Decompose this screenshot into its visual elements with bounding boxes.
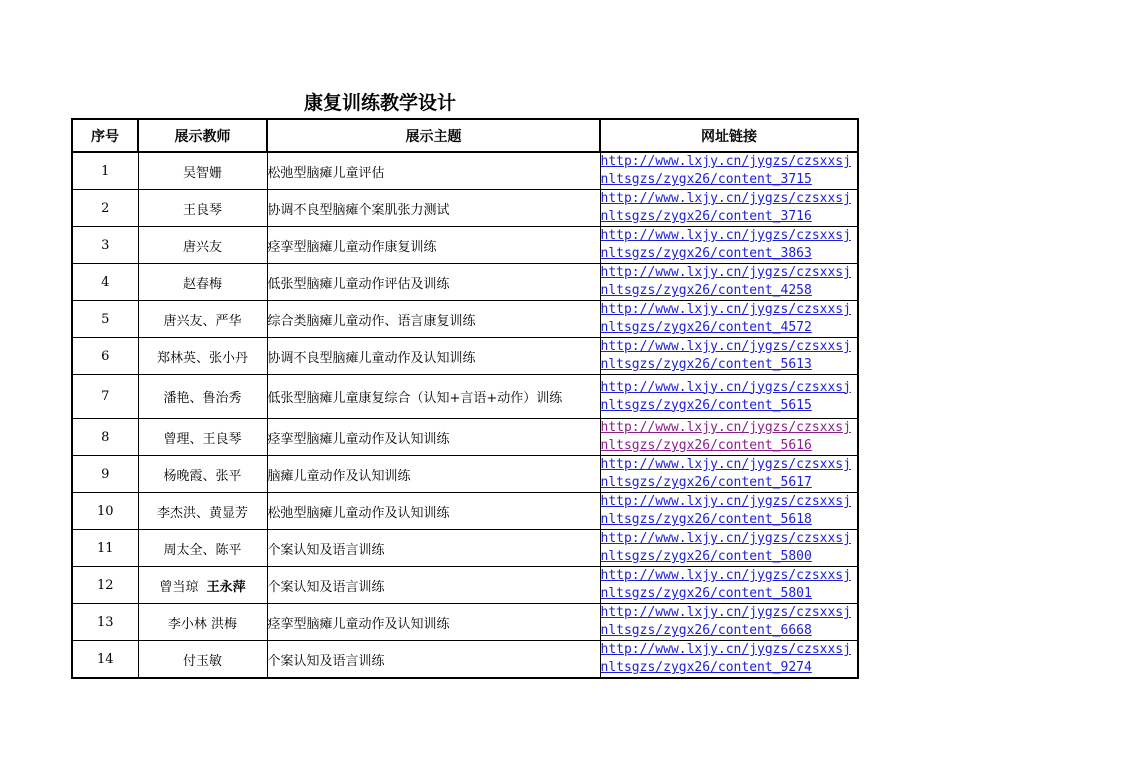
row-number: 3 — [72, 227, 138, 264]
row-topic: 综合类脑瘫儿童动作、语言康复训练 — [267, 301, 600, 338]
row-link[interactable]: http://www.lxjy.cn/jygzs/czsxxsjnltsgzs/zygx26/content_4258 — [600, 265, 851, 298]
row-link[interactable]: http://www.lxjy.cn/jygzs/czsxxsjnltsgzs/zygx26/content_6668 — [600, 605, 851, 638]
row-number: 6 — [72, 338, 138, 375]
table-row — [72, 456, 858, 493]
row-link[interactable]: http://www.lxjy.cn/jygzs/czsxxsjnltsgzs/zygx26/content_3715 — [600, 154, 851, 187]
row-number: 11 — [72, 530, 138, 567]
header-no: 序号 — [72, 119, 138, 152]
row-link[interactable]: http://www.lxjy.cn/jygzs/czsxxsjnltsgzs/zygx26/content_5617 — [600, 457, 851, 490]
row-number: 10 — [72, 493, 138, 530]
row-link[interactable]: http://www.lxjy.cn/jygzs/czsxxsjnltsgzs/zygx26/content_5615 — [600, 379, 851, 413]
row-teacher: 曾理、王良琴 — [138, 419, 267, 456]
row-teacher: 李小林 洪梅 — [138, 604, 267, 641]
row-topic: 松弛型脑瘫儿童评估 — [267, 152, 600, 190]
table-row — [72, 338, 858, 375]
row-topic: 脑瘫儿童动作及认知训练 — [267, 456, 600, 493]
row-topic: 个案认知及语言训练 — [267, 641, 600, 679]
header-row — [72, 119, 858, 152]
row-link[interactable]: http://www.lxjy.cn/jygzs/czsxxsjnltsgzs/zygx26/content_5801 — [600, 568, 851, 601]
table-row — [72, 419, 858, 456]
row-number: 1 — [72, 152, 138, 190]
row-number: 7 — [72, 375, 138, 419]
row-topic: 低张型脑瘫儿童动作评估及训练 — [267, 264, 600, 301]
row-teacher: 周太全、陈平 — [138, 530, 267, 567]
row-number: 8 — [72, 419, 138, 456]
table-row — [72, 530, 858, 567]
header-topic: 展示主题 — [267, 119, 600, 152]
row-teacher: 王良琴 — [138, 190, 267, 227]
table-row — [72, 641, 858, 679]
row-link-visited[interactable]: http://www.lxjy.cn/jygzs/czsxxsjnltsgzs/zygx26/content_5616 — [600, 420, 851, 453]
row-topic: 低张型脑瘫儿童康复综合（认知+言语+动作）训练 — [267, 375, 600, 419]
row-link[interactable]: http://www.lxjy.cn/jygzs/czsxxsjnltsgzs/zygx26/content_5800 — [600, 531, 851, 564]
row-teacher: 杨晚霞、张平 — [138, 456, 267, 493]
row-number: 14 — [72, 641, 138, 679]
row-topic: 个案认知及语言训练 — [267, 567, 600, 604]
table-row — [72, 152, 858, 190]
table-row — [72, 301, 858, 338]
table-row — [72, 227, 858, 264]
row-topic: 协调不良型脑瘫儿童动作及认知训练 — [267, 338, 600, 375]
row-teacher: 唐兴友、严华 — [138, 301, 267, 338]
teacher-name-b: 王永萍 — [206, 579, 246, 595]
teacher-name-a: 曾当琼 — [159, 579, 199, 595]
teaching-design-table — [71, 118, 859, 679]
row-teacher: 赵春梅 — [138, 264, 267, 301]
row-topic: 痉挛型脑瘫儿童动作及认知训练 — [267, 419, 600, 456]
table-row — [72, 493, 858, 530]
row-link[interactable]: http://www.lxjy.cn/jygzs/czsxxsjnltsgzs/zygx26/content_4572 — [600, 302, 851, 335]
table-row — [72, 567, 858, 604]
row-link[interactable]: http://www.lxjy.cn/jygzs/czsxxsjnltsgzs/zygx26/content_5618 — [600, 494, 851, 527]
row-teacher: 付玉敏 — [138, 641, 267, 679]
row-link[interactable]: http://www.lxjy.cn/jygzs/czsxxsjnltsgzs/zygx26/content_9274 — [600, 642, 851, 675]
row-teacher: 李杰洪、黄显芳 — [138, 493, 267, 530]
row-link[interactable]: http://www.lxjy.cn/jygzs/czsxxsjnltsgzs/zygx26/content_3863 — [600, 228, 851, 261]
table-row — [72, 604, 858, 641]
row-link[interactable]: http://www.lxjy.cn/jygzs/czsxxsjnltsgzs/zygx26/content_3716 — [600, 191, 851, 224]
row-topic: 痉挛型脑瘫儿童动作康复训练 — [267, 227, 600, 264]
row-topic: 松弛型脑瘫儿童动作及认知训练 — [267, 493, 600, 530]
row-teacher: 吴智姗 — [138, 152, 267, 190]
table-row — [72, 264, 858, 301]
row-topic: 协调不良型脑瘫个案肌张力测试 — [267, 190, 600, 227]
row-number: 5 — [72, 301, 138, 338]
table-row — [72, 375, 858, 419]
row-number: 9 — [72, 456, 138, 493]
row-teacher: 郑林英、张小丹 — [138, 338, 267, 375]
table-row — [72, 190, 858, 227]
row-topic: 个案认知及语言训练 — [267, 530, 600, 567]
row-topic: 痉挛型脑瘫儿童动作及认知训练 — [267, 604, 600, 641]
row-teacher — [138, 567, 267, 604]
row-teacher: 唐兴友 — [138, 227, 267, 264]
row-number: 12 — [72, 567, 138, 604]
row-teacher: 潘艳、鲁治秀 — [138, 375, 267, 419]
row-number: 13 — [72, 604, 138, 641]
row-number: 4 — [72, 264, 138, 301]
header-link: 网址链接 — [600, 119, 858, 152]
row-number: 2 — [72, 190, 138, 227]
row-link[interactable]: http://www.lxjy.cn/jygzs/czsxxsjnltsgzs/zygx26/content_5613 — [600, 339, 851, 372]
header-teacher: 展示教师 — [138, 119, 267, 152]
sheet-title: 康复训练教学设计 — [303, 92, 456, 114]
